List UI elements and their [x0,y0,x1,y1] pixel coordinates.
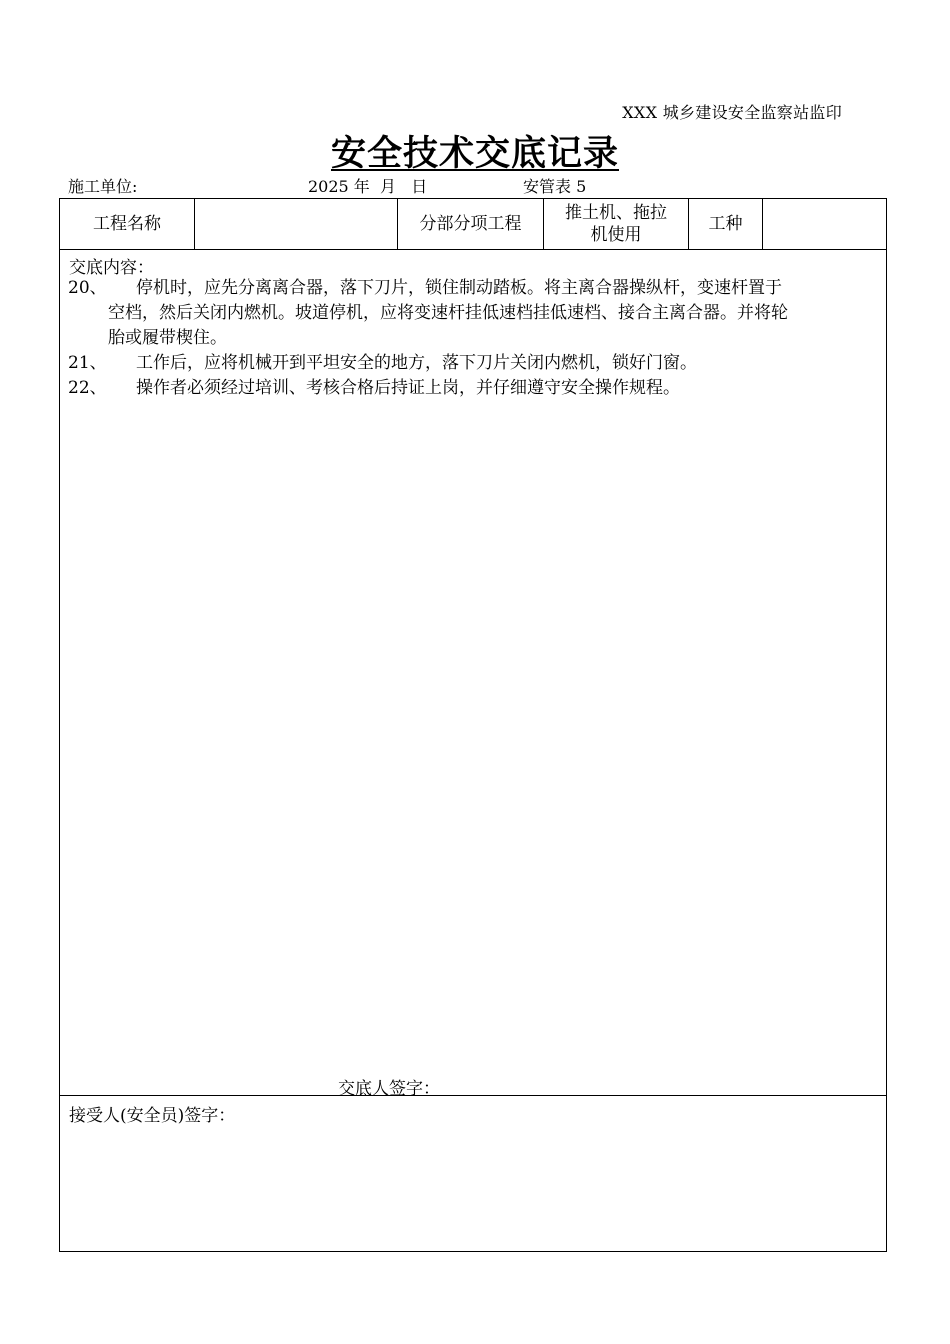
discloser-signature-label: 交底人签字： [338,1079,440,1099]
item-text: 操作者必须经过培训、考核合格后持证上岗，并仔细遵守安全操作规程。 [136,378,680,398]
sub-project-value-line2: 机使用 [590,225,642,245]
form-header-row [60,199,886,250]
work-type-value[interactable] [763,199,885,249]
date-field: 2025 年 月 日 [308,177,428,196]
disclosure-content-area[interactable] [60,250,886,1099]
disclosure-form [59,198,887,1252]
sub-project-value[interactable] [544,199,688,249]
project-name-value[interactable] [195,199,397,249]
construction-unit-label: 施工单位: [68,177,138,196]
sub-project-value-line1: 推土机、拖拉 [565,203,667,223]
page-title: 安全技术交底记录 [330,134,619,174]
sub-project-label: 分部分项工程 [419,214,522,234]
list-item [68,351,880,376]
item-text: 工作后，应将机械开到平坦安全的地方，落下刀片关闭内燃机，锁好门窗。 [136,353,697,373]
issuer-stamp-text: XXX 城乡建设安全监察站监印 [622,103,842,122]
work-type-label: 工种 [708,214,743,234]
content-label: 交底内容： [69,258,154,278]
item-number: 21、 [68,353,107,373]
item-text: 停机时，应先分离离合器，落下刀片，锁住制动踏板。将主离合器操纵杆，变速杆置于 空档，然后关闭内燃机。坡道停机，应将变速杆挂低速档挂低速档、接合主离合器。并将轮 胎或履带楔住。 [108,278,788,348]
list-item [68,276,880,351]
item-number: 22、 [68,378,107,398]
content-items [68,276,880,401]
list-item [68,376,880,401]
receiver-signature-label: 接受人(安全员)签字： [69,1106,236,1126]
form-code: 安管表 5 [523,177,587,196]
item-number: 20、 [68,278,107,298]
project-name-label: 工程名称 [93,214,161,234]
